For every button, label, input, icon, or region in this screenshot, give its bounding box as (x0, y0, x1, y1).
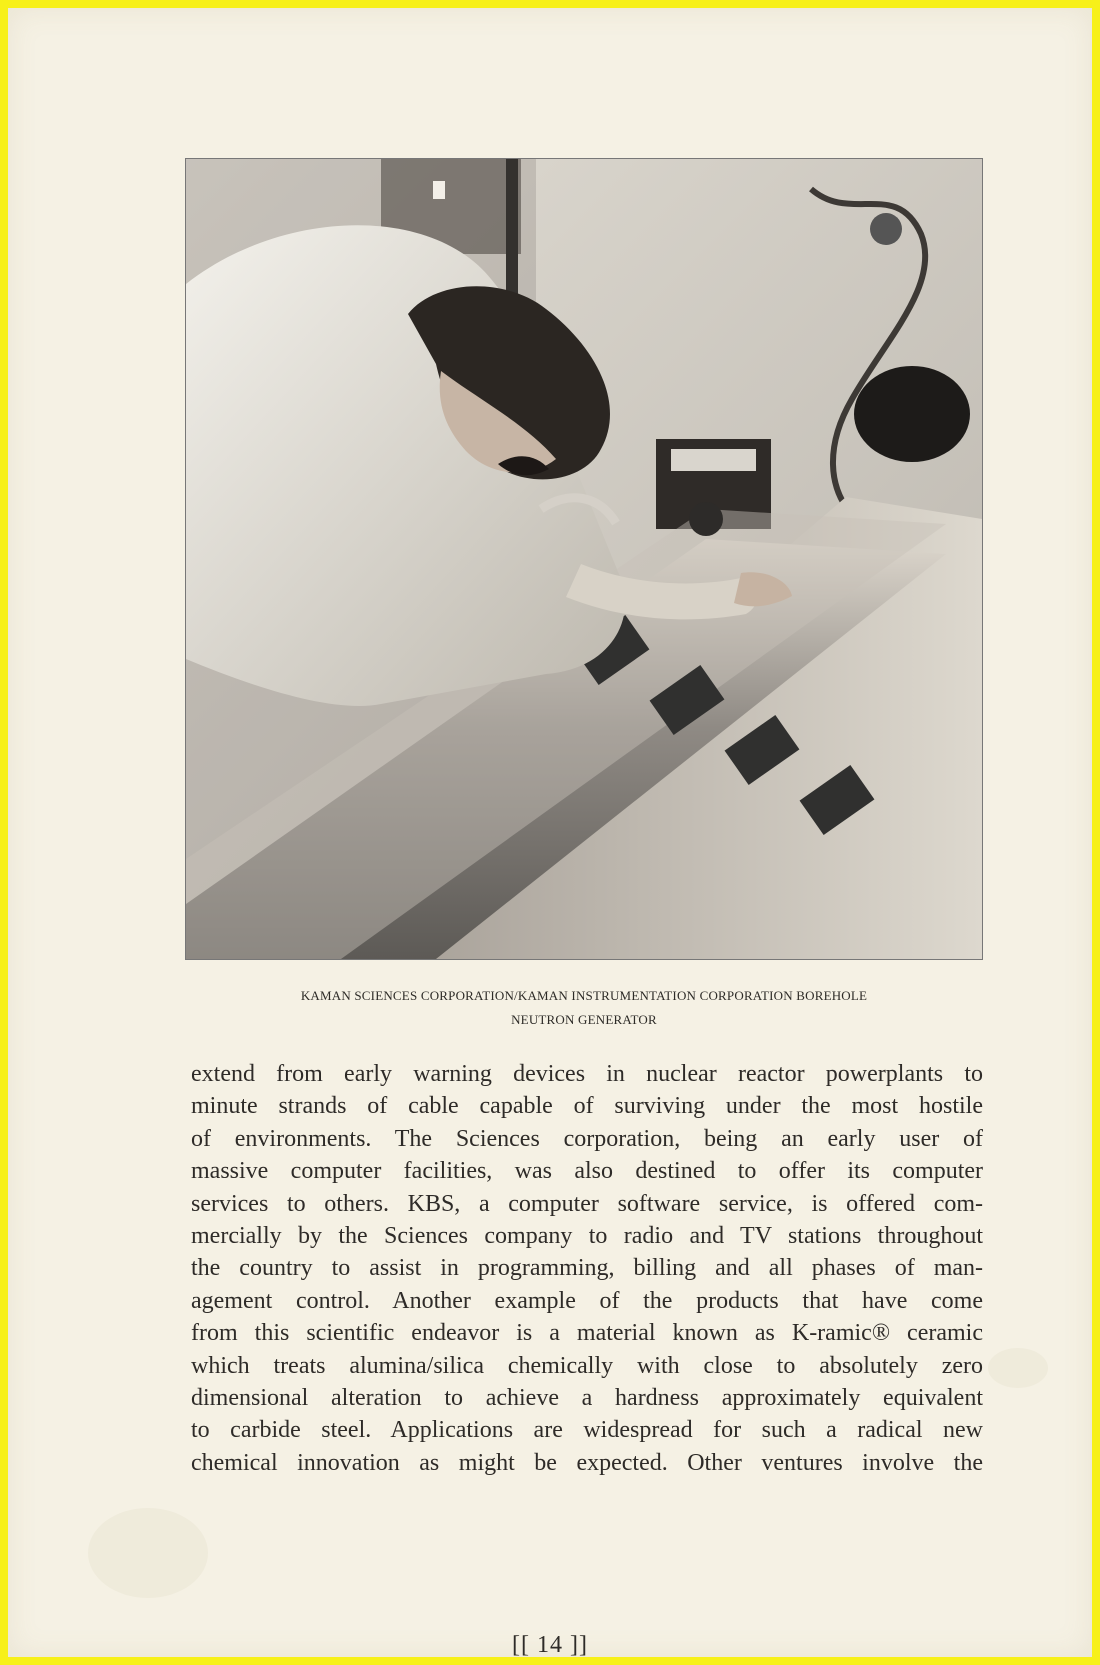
body-text (191, 1058, 983, 1479)
panel-indicator (433, 181, 445, 199)
body-line-1: extend from early warning devices in nuclear reactor powerplants to (191, 1061, 983, 1087)
body-line-9: from this scientific endeavor is a material known as K-ramic® ceramic (191, 1320, 983, 1347)
photo-illustration (186, 159, 982, 959)
page (8, 8, 1092, 1657)
instrument-display (671, 449, 756, 471)
caption-line-2: NEUTRON GENERATOR (511, 1012, 657, 1027)
dark-helmet (854, 366, 970, 462)
body-line-11: dimensional alteration to achieve a hardness approximately equivalent (191, 1385, 983, 1412)
body-line-12: to carbide steel. Applications are widespread for such a radical new (191, 1417, 983, 1444)
body-line-2: minute strands of cable capable of surviving under the most hostile (191, 1093, 983, 1120)
paper-stain (988, 1348, 1048, 1388)
body-line-13: chemical innovation as might be expected. Other ventures involve the (191, 1449, 983, 1476)
body-line-6: mercially by the Sciences company to radio and TV stations throughout (191, 1223, 983, 1250)
photo-caption (185, 984, 983, 1032)
body-line-8: agement control. Another example of the products that have come (191, 1287, 983, 1314)
body-line-3: of environments. The Sciences corporation, being an early user of (191, 1125, 983, 1152)
page-number: [[ 14 ]] (512, 1632, 588, 1658)
wall-meter (870, 213, 902, 245)
body-line-4: massive computer facilities, was also destined to offer its computer (191, 1158, 983, 1185)
body-line-5: services to others. KBS, a computer software service, is offered com- (191, 1190, 983, 1217)
caption-line-1: KAMAN SCIENCES CORPORATION/KAMAN INSTRUMENTATION CORPORATION BOREHOLE (300, 988, 868, 1003)
body-line-10: which treats alumina/silica chemically with close to absolutely zero (191, 1352, 983, 1379)
paper-stain (88, 1508, 208, 1598)
laboratory-photo (185, 158, 983, 960)
body-line-7: the country to assist in programming, billing and all phases of man- (191, 1255, 983, 1282)
tube-connector (689, 502, 723, 536)
